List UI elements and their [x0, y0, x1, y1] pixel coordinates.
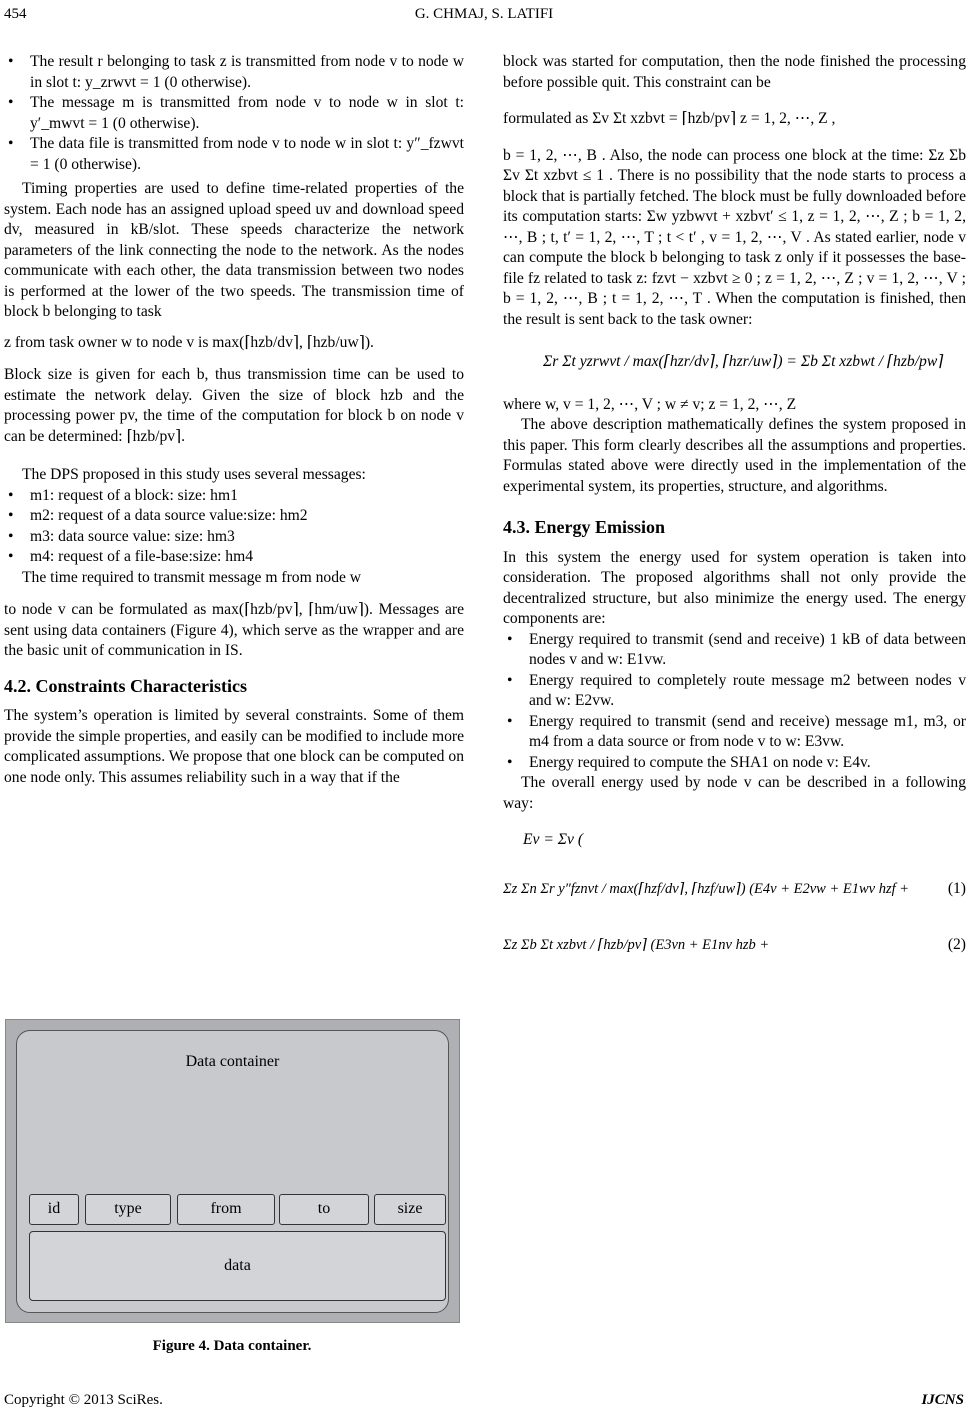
copyright: Copyright © 2013 SciRes. — [4, 1392, 163, 1408]
equation-1 — [503, 879, 966, 900]
list-item: • m2: request of a data source value:size: hm2 — [8, 507, 308, 524]
section-heading-4-3: 4.3. Energy Emission — [503, 517, 666, 537]
field-from: from — [177, 1194, 275, 1225]
list-item: • m1: request of a block: size: hm1 — [8, 486, 238, 504]
paragraph-constraints-more: b = 1, 2, ⋯, B . Also, the node can process one block at the time: Σz Σb Σv Σt xzbvt ≤ 1 . There is no possibility that the node starts to process a block that is partially fetched. The block must be fully downloaded before its computation starts: Σw yzbwvt + xzbvt′ ≤ 1, z = 1, 2, ⋯, Z ; b = 1, 2, ⋯, B ; t, t′ = 1, 2, ⋯, T ; t < t′ , v = 1, 2, ⋯, V . As stated earlier, node v can compute the block b belonging to task z only if it possesses the base-file fz related to task z: fzvt − xzbvt ≥ 0 ; z = 1, 2, ⋯, Z ; v = 1, 2, ⋯, V ; b = 1, 2, ⋯, B ; t = 1, 2, ⋯, T . When the computation is finished, then the result is sent back to the task owner: — [503, 146, 966, 328]
list-item: • The data file is transmitted from node v to node w in slot t: y″_fzwvt = 1 (0 otherwise). — [8, 135, 464, 173]
right-column — [503, 52, 966, 956]
equation-1-body: Σz Σn Σr y″fznvt / max(⌈hzf/dv⌉, ⌈hzf/uw⌉) (E4v + E2vw + E1wv hzf + — [503, 880, 910, 897]
container-box — [16, 1030, 449, 1313]
paragraph-timing: Timing properties are used to define time-related properties of the system. Each node has an assigned upload speed uv and download speed dv, measured in kB/slot. These speeds characterize the network parameters of the link connecting the node to the network. As the nodes communicate with each other, the data transmission between two nodes is performed at the lower of the two speeds. The transmission time of block b belonging to task — [4, 180, 464, 320]
section-heading-4-2: 4.2. Constraints Characteristics — [4, 675, 247, 696]
left-column — [4, 52, 464, 788]
field-data: data — [29, 1231, 446, 1301]
messages-list — [4, 486, 464, 568]
figure-title: Data container — [185, 1053, 280, 1070]
list-item: • m4: request of a file-base:size: hm4 — [8, 548, 254, 565]
paragraph-message-formula: to node v can be formulated as max(⌈hzb/pv⌉, ⌈hm/uw⌉). Messages are sent using data containers (Figure 4), which serve as the wrapper and are the basic unit of communication in IS. — [4, 601, 464, 659]
field-size: size — [374, 1194, 446, 1225]
equation-result: Σr Σt yzrwvt / max(⌈hzr/dv⌉, ⌈hzr/uw⌉) = Σb Σt xzbwt / ⌈hzb/pw⌉ — [543, 353, 944, 370]
list-item: • The result r belonging to task z is transmitted from node v to node w in slot t: y_zrwvt = 1 (0 otherwise). — [8, 53, 464, 91]
paragraph-dps-messages: The DPS proposed in this study uses several messages: — [22, 466, 366, 483]
paragraph-constraints: The system’s operation is limited by several constraints. Some of them provide the simple properties, and easily can be modified to include more complicated assumptions. We propose that one block can be computed on one node only. This assumes reliability such in a way that if the — [4, 707, 464, 786]
page-number: 454 — [4, 6, 27, 22]
list-item: • The message m is transmitted from node v to node w in slot t: y′_mwvt = 1 (0 otherwise). — [8, 94, 464, 132]
equation-energy-start: Ev = Σv ( — [523, 831, 584, 848]
paragraph-description: The above description mathematically defines the system proposed in this paper. This form clearly describes all the assumptions and properties. Formulas stated above were directly used in the implementation of the experimental system, its properties, structure, and algorithms. — [503, 416, 966, 495]
journal-name: IJCNS — [921, 1392, 964, 1408]
list-item: • m3: data source value: size: hm3 — [8, 527, 235, 545]
paragraph-where: where w, v = 1, 2, ⋯, V ; w ≠ v; z = 1, 2, ⋯, Z — [503, 395, 797, 413]
paragraph-block-size: Block size is given for each b, thus transmission time can be used to estimate the network delay. Given the size of block hzb and the processing power pv, the time of the computation for block b on node v can be determined: ⌈hzb/pv⌉. — [4, 366, 464, 445]
equation-1-number: (1) — [947, 879, 966, 897]
list-item: • Energy required to transmit (send and receive) message m1, m3, or m4 from a data source or from node v to w: E3vw. — [507, 712, 966, 750]
paragraph-energy: In this system the energy used for system operation is taken into consideration. The proposed algorithms shall not only provide the decentralized structure, but also minimize the energy used. The energy components are: — [503, 548, 966, 627]
list-item: • Energy required to transmit (send and receive) 1 kB of data between nodes v and w: E1vw. — [507, 630, 966, 668]
list-item: • Energy required to completely route message m2 between nodes v and w: E2vw. — [507, 671, 966, 709]
field-id: id — [29, 1194, 79, 1225]
field-type: type — [85, 1194, 171, 1225]
list-item: • Energy required to compute the SHA1 on node v: E4v. — [507, 753, 871, 771]
equation-2 — [503, 935, 966, 956]
figure-data-container — [5, 1019, 460, 1323]
paragraph-message-time: The time required to transmit message m from node w — [22, 568, 362, 586]
page-header — [0, 6, 968, 28]
paragraph-timing-formula: z from task owner w to node v is max(⌈hzb/dv⌉, ⌈hzb/uw⌉). — [4, 333, 374, 351]
energy-components-list — [503, 630, 966, 774]
result-variables-list — [4, 52, 464, 175]
formula-block-compute: formulated as Σv Σt xzbvt = ⌈hzb/pv⌉ z = 1, 2, ⋯, Z , — [503, 110, 836, 127]
equation-2-body: Σz Σb Σt xzbvt / ⌈hzb/pv⌉ (E3vn + E1nv hzb + — [503, 937, 770, 953]
equation-2-number: (2) — [947, 936, 966, 953]
figure-caption: Figure 4. Data container. — [152, 1338, 312, 1354]
paragraph-constraint-continued: block was started for computation, then the node finished the processing before possible quit. This constraint can be — [503, 53, 966, 91]
paragraph-overall-energy: The overall energy used by node v can be described in a following way: — [503, 774, 966, 812]
running-title: G. CHMAJ, S. LATIFI — [414, 6, 554, 22]
field-to: to — [279, 1194, 369, 1225]
